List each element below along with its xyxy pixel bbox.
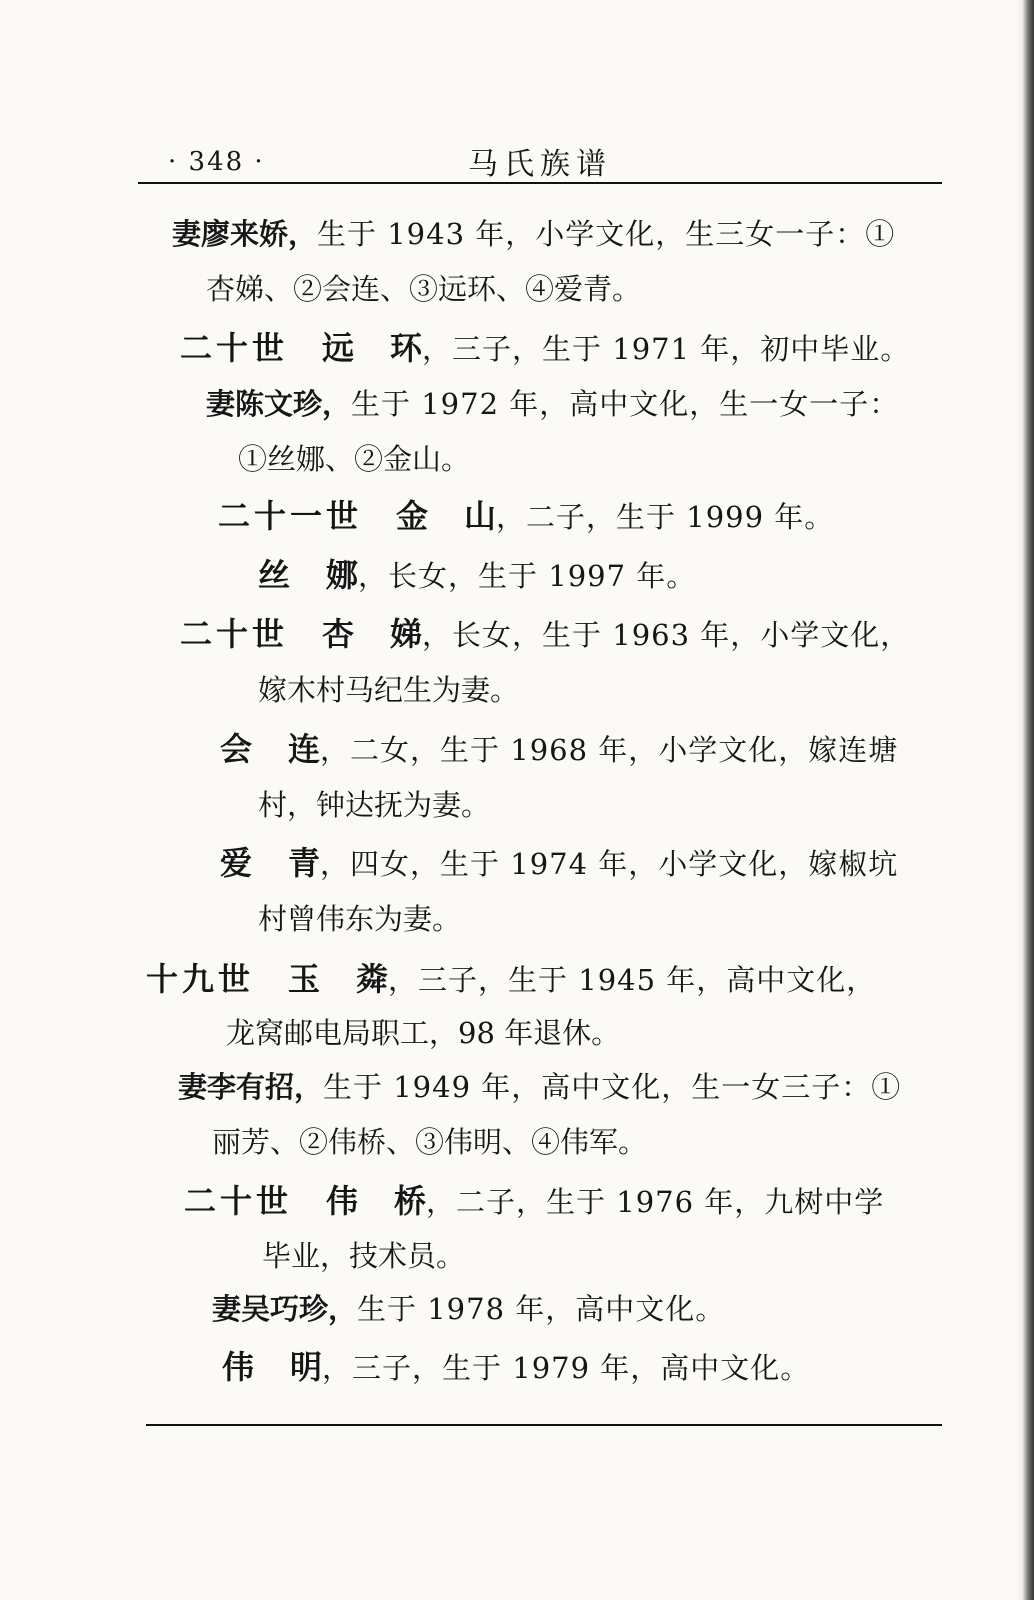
person-entry [218, 489, 834, 545]
spouse-entry [206, 377, 899, 432]
person-name-last: 环 [390, 329, 423, 367]
person-name-first: 会 [220, 730, 289, 768]
book-title: 马氏族谱 [468, 147, 612, 182]
person-name-first: 丝 [258, 556, 327, 594]
footer-rule [146, 1424, 942, 1426]
person-entry [220, 836, 898, 892]
entry-text: ，三子，生于 1945 年，高中文化， [388, 963, 877, 997]
generation-label: 二十世 [180, 329, 289, 367]
person-name-first: 远 [322, 329, 391, 367]
person-entry [222, 1340, 810, 1396]
person-entry [220, 722, 898, 778]
spouse-entry [178, 1060, 901, 1115]
book-spine-shadow [1016, 0, 1034, 1600]
person-name-last: 连 [288, 730, 321, 768]
generation-label: 二十世 [180, 615, 289, 653]
entry-text: 生于 1949 年，高中文化，生一女三子：① [323, 1070, 902, 1104]
person-name-first: 爱 [220, 844, 289, 882]
person-name-last: 山 [464, 497, 497, 535]
person-name-last: 娜 [326, 556, 359, 594]
entry-text: 生于 1943 年，小学文化，生三女一子：① [317, 217, 896, 251]
person-entry [146, 952, 876, 1008]
spouse-name: 妻吴巧珍， [212, 1292, 358, 1326]
spouse-name: 妻李有招， [178, 1070, 324, 1104]
page-header [138, 135, 942, 181]
person-name-last: 粦 [356, 960, 389, 998]
person-name-last: 明 [290, 1348, 323, 1386]
entry-continuation: 嫁木村马纪生为妻。 [258, 673, 520, 707]
entry-text: ，三子，生于 1979 年，高中文化。 [322, 1351, 811, 1385]
spouse-name: 妻陈文珍， [206, 387, 352, 421]
generation-label: 二十一世 [218, 497, 363, 535]
entry-continuation: 村曾伟东为妻。 [258, 902, 462, 936]
person-name-first: 玉 [288, 960, 357, 998]
person-name-first: 金 [396, 497, 465, 535]
person-name-last: 青 [288, 844, 321, 882]
entry-continuation: 杏娣、②会连、③远环、④爱青。 [206, 272, 642, 306]
person-entry [258, 548, 696, 604]
entry-text: ，二女，生于 1968 年，小学文化，嫁连塘 [320, 733, 899, 767]
entry-text: ，二子，生于 1976 年，九树中学 [426, 1185, 885, 1219]
generation-label: 十九世 [146, 960, 255, 998]
entry-text: ，二子，生于 1999 年。 [496, 500, 835, 534]
person-name-first: 杏 [322, 615, 391, 653]
person-name-first: 伟 [326, 1182, 395, 1220]
entry-text: ，长女，生于 1997 年。 [358, 559, 697, 593]
person-name-last: 娣 [390, 615, 423, 653]
person-name-first: 伟 [222, 1348, 291, 1386]
person-entry [180, 607, 910, 663]
page-number: · 348 · [168, 147, 265, 177]
spouse-entry [172, 207, 895, 262]
entry-continuation: ①丝娜、②金山。 [238, 442, 471, 476]
spouse-entry [212, 1282, 725, 1337]
entry-text: 生于 1972 年，高中文化，生一女一子： [351, 387, 900, 421]
person-entry [180, 321, 910, 377]
entry-continuation: 丽芳、②伟桥、③伟明、④伟军。 [212, 1125, 648, 1159]
entry-text: 生于 1978 年，高中文化。 [357, 1292, 726, 1326]
spouse-name: 妻廖来娇， [172, 217, 318, 251]
entry-continuation: 龙窝邮电局职工，98 年退休。 [226, 1016, 621, 1050]
entry-text: ，三子，生于 1971 年，初中毕业。 [422, 332, 911, 366]
person-entry [184, 1174, 884, 1230]
generation-label: 二十世 [184, 1182, 293, 1220]
entry-text: ，四女，生于 1974 年，小学文化，嫁椒坑 [320, 847, 899, 881]
header-rule [138, 182, 942, 184]
person-name-last: 桥 [394, 1182, 427, 1220]
entry-continuation: 村，钟达抚为妻。 [258, 788, 491, 822]
entry-continuation: 毕业，技术员。 [262, 1239, 466, 1273]
entry-text: ，长女，生于 1963 年，小学文化， [422, 618, 911, 652]
